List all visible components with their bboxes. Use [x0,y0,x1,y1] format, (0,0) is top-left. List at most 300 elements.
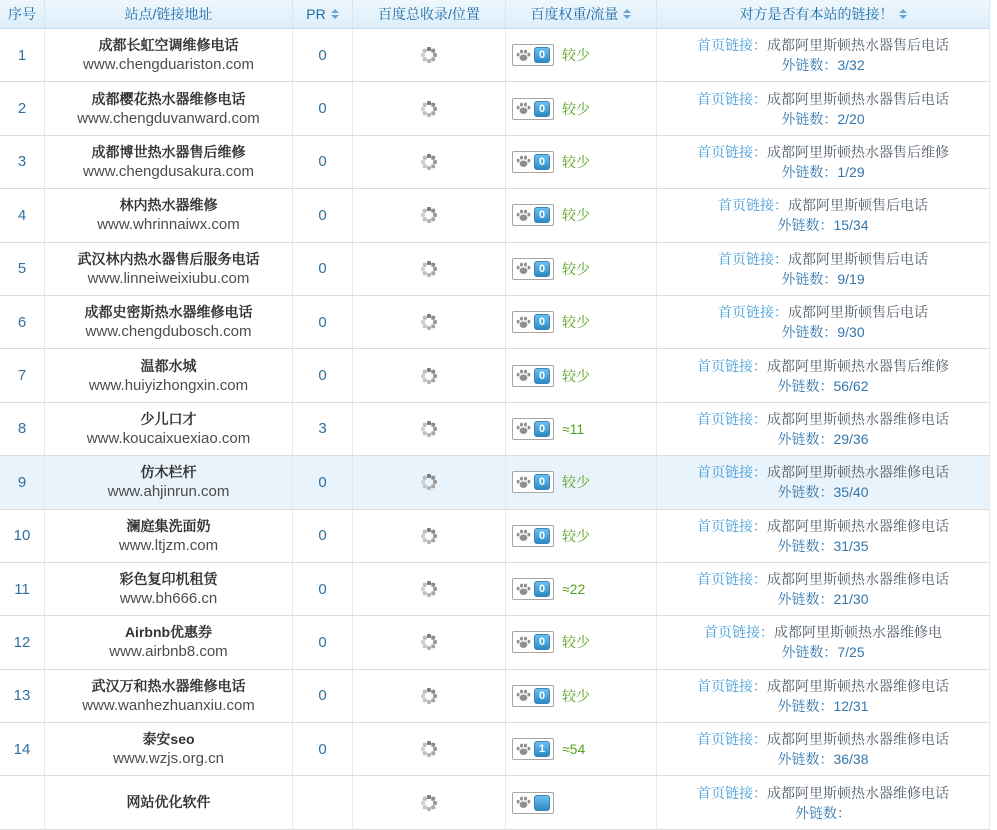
loading-spinner-icon [419,259,439,279]
table-row [0,29,990,82]
home-link-anchor-text[interactable]: 成都阿里斯顿热水器售后电话 [767,90,949,107]
site-name: 仿木栏杆 [140,464,197,481]
loading-spinner-icon [419,579,439,599]
cell-site [45,776,293,828]
table-row [0,296,990,349]
table-row [0,82,990,135]
baidu-weight-value: 0 [534,581,550,597]
table-body [0,29,990,830]
site-url: www.wzjs.org.cn [113,750,224,768]
outlinks-count[interactable]: 29/36 [833,430,869,447]
home-link-label: 首页链接： [718,197,788,214]
site-name: 成都樱花热水器维修电话 [91,90,246,107]
loading-spinner-icon [419,205,439,225]
cell-seq [0,670,45,722]
cell-seq [0,776,45,828]
header-reciprocal-link[interactable] [657,0,990,28]
site-url: www.huiyizhongxin.com [88,376,249,394]
baidu-paw-icon [516,209,531,222]
baidu-paw-icon [516,49,531,62]
cell-baidu-weight [506,82,657,134]
cell-seq [0,29,45,81]
pr-value: 0 [318,473,327,491]
site-url: www.chengduariston.com [83,56,254,74]
cell-baidu-weight [506,29,657,81]
baidu-weight-value: 0 [534,421,550,437]
outlinks-count[interactable]: 36/38 [833,751,869,768]
home-link-line [697,569,949,589]
outlinks-line [777,215,868,235]
cell-pr [293,670,353,722]
pr-value: 0 [318,633,327,651]
site-name: 成都长虹空调维修电话 [98,37,239,54]
home-link-label: 首页链接： [697,677,767,694]
home-link-label: 首页链接： [697,410,767,427]
pr-value: 0 [318,367,327,385]
outlinks-label: 外链数： [781,644,838,661]
cell-baidu-index [353,349,506,401]
baidu-paw-icon [516,102,531,115]
outlinks-line [795,803,851,823]
baidu-weight-value: 0 [534,101,550,117]
cell-reciprocal-link [657,510,990,562]
baidu-weight-value: 0 [534,261,550,277]
site-name: 网站优化软件 [126,794,211,811]
home-link-label: 首页链接： [697,357,767,374]
pr-value: 0 [318,687,327,705]
traffic-estimate: 较少 [562,367,590,384]
cell-reciprocal-link [657,243,990,295]
outlinks-label: 外链数： [777,591,834,608]
site-name: Airbnb优惠券 [124,624,213,641]
outlinks-label: 外链数： [777,217,834,234]
pr-value: 3 [318,420,327,438]
header-site [45,0,293,28]
baidu-weight-badge [512,738,554,760]
home-link-anchor-text[interactable]: 成都阿里斯顿售后电话 [788,304,928,321]
traffic-estimate: 较少 [562,260,590,277]
home-link-line [718,249,928,269]
baidu-weight-value: 0 [534,528,550,544]
table-row [0,563,990,616]
traffic-estimate: 较少 [562,153,590,170]
cell-baidu-weight [506,189,657,241]
cell-seq [0,296,45,348]
site-url: www.airbnb8.com [109,643,228,661]
cell-reciprocal-link [657,723,990,775]
traffic-estimate: 较少 [562,314,590,331]
outlinks-count[interactable]: 56/62 [833,377,869,394]
cell-reciprocal-link [657,189,990,241]
site-url: www.ahjinrun.com [107,483,230,501]
outlinks-line [777,376,868,396]
loading-spinner-icon [419,686,439,706]
row-number: 3 [17,153,27,171]
cell-baidu-weight [506,349,657,401]
baidu-weight-badge [512,151,554,173]
outlinks-label: 外链数： [781,57,838,74]
cell-reciprocal-link [657,670,990,722]
table-row [0,616,990,669]
outlinks-count[interactable]: 9/30 [837,324,865,341]
pr-value: 0 [318,206,327,224]
site-url: www.wanhezhuanxiu.com [82,696,255,714]
cell-pr [293,29,353,81]
cell-seq [0,403,45,455]
outlinks-line [781,162,864,182]
cell-pr [293,82,353,134]
cell-reciprocal-link [657,403,990,455]
loading-spinner-icon [419,793,439,813]
cell-baidu-index [353,510,506,562]
home-link-anchor-text[interactable]: 成都阿里斯顿售后电话 [788,250,928,267]
baidu-paw-icon [516,316,531,329]
cell-pr [293,456,353,508]
baidu-weight-value: 0 [534,154,550,170]
site-url: www.ltjzm.com [118,536,219,554]
outlinks-label: 外链数： [781,163,838,180]
baidu-weight-badge [512,578,554,600]
home-link-line [697,409,949,429]
cell-site [45,670,293,722]
outlinks-label: 外链数： [781,270,838,287]
baidu-paw-icon [516,689,531,702]
loading-spinner-icon [419,739,439,759]
pr-value: 0 [318,740,327,758]
cell-site [45,82,293,134]
traffic-estimate: 较少 [562,474,590,491]
home-link-anchor-text[interactable]: 成都阿里斯顿热水器维修电话 [767,731,949,748]
loading-spinner-icon [419,526,439,546]
home-link-line [697,783,949,803]
outlinks-count[interactable]: 7/25 [837,644,865,661]
row-number: 9 [17,473,27,491]
header-seq-label: 序号 [8,6,36,22]
site-name: 少儿口才 [140,410,197,427]
row-number: 2 [17,100,27,118]
cell-baidu-weight [506,723,657,775]
outlinks-label: 外链数： [777,430,834,447]
cell-seq [0,349,45,401]
cell-site [45,189,293,241]
outlinks-line [781,642,864,662]
pr-value: 0 [318,580,327,598]
loading-spinner-icon [419,312,439,332]
cell-baidu-index [353,670,506,722]
site-name: 澜庭集洗面奶 [126,517,211,534]
outlinks-line [777,589,868,609]
site-url: www.chengdusakura.com [83,162,254,180]
site-url: www.chengdubosch.com [85,323,252,341]
home-link-label: 首页链接： [697,90,767,107]
loading-spinner-icon [419,45,439,65]
cell-pr [293,563,353,615]
cell-baidu-index [353,776,506,828]
cell-reciprocal-link [657,29,990,81]
cell-baidu-index [353,723,506,775]
home-link-line [697,142,949,162]
baidu-weight-badge [512,418,554,440]
traffic-estimate: 较少 [562,47,590,64]
baidu-weight-badge [512,471,554,493]
cell-reciprocal-link [657,296,990,348]
baidu-weight-badge [512,311,554,333]
outlinks-count[interactable]: 35/40 [833,484,869,501]
cell-site [45,29,293,81]
cell-seq [0,136,45,188]
outlinks-count[interactable]: 21/30 [833,591,869,608]
outlinks-line [781,55,864,75]
pr-value: 0 [318,527,327,545]
baidu-paw-icon [516,155,531,168]
row-number: 1 [17,46,27,64]
home-link-anchor-text[interactable]: 成都阿里斯顿热水器维修电话 [767,517,949,534]
header-pr-label: PR [306,6,326,22]
outlinks-line [777,482,868,502]
cell-site [45,349,293,401]
baidu-weight-value [534,795,550,811]
site-name: 温都水城 [140,357,197,374]
traffic-estimate: ≈54 [562,741,586,758]
sort-arrows-icon[interactable] [623,9,631,19]
table-row [0,189,990,242]
row-number: 6 [17,313,27,331]
cell-site [45,510,293,562]
cell-baidu-index [353,243,506,295]
baidu-weight-value: 1 [534,741,550,757]
outlinks-line [777,696,868,716]
outlinks-count[interactable]: 1/29 [837,163,865,180]
baidu-weight-value: 0 [534,368,550,384]
cell-pr [293,243,353,295]
cell-pr [293,776,353,828]
cell-pr [293,403,353,455]
cell-reciprocal-link [657,456,990,508]
traffic-estimate: 较少 [562,687,590,704]
home-link-line [697,35,949,55]
cell-baidu-weight [506,563,657,615]
baidu-paw-icon [516,743,531,756]
site-name: 泰安seo [142,731,195,748]
home-link-label: 首页链接： [697,517,767,534]
loading-spinner-icon [419,632,439,652]
baidu-weight-value: 0 [534,474,550,490]
outlinks-count[interactable]: 2/20 [837,110,865,127]
home-link-line [697,462,949,482]
traffic-estimate: ≈22 [562,581,586,598]
site-url: www.chengduvanward.com [77,109,260,127]
baidu-paw-icon [516,476,531,489]
cell-seq [0,563,45,615]
outlinks-line [777,429,868,449]
home-link-anchor-text[interactable]: 成都阿里斯顿热水器维修电话 [767,410,949,427]
header-site-label: 站点/链接地址 [124,6,213,22]
home-link-label: 首页链接： [697,143,767,160]
cell-seq [0,723,45,775]
cell-baidu-weight [506,456,657,508]
outlinks-count[interactable]: 31/35 [833,537,869,554]
row-number: 10 [13,527,31,545]
outlinks-label: 外链数： [777,537,834,554]
baidu-paw-icon [516,796,531,809]
cell-pr [293,723,353,775]
cell-pr [293,189,353,241]
cell-pr [293,616,353,668]
traffic-estimate: 较少 [562,207,590,224]
cell-site [45,456,293,508]
outlinks-label: 外链数： [777,377,834,394]
cell-site [45,563,293,615]
cell-site [45,616,293,668]
site-name: 林内热水器维修 [119,197,218,214]
outlinks-label: 外链数： [777,484,834,501]
home-link-line [718,302,928,322]
cell-baidu-weight [506,403,657,455]
home-link-anchor-text[interactable]: 成都阿里斯顿热水器维修电话 [767,571,949,588]
baidu-weight-value: 0 [534,207,550,223]
cell-site [45,136,293,188]
outlinks-count[interactable]: 9/19 [837,270,865,287]
cell-reciprocal-link [657,349,990,401]
table-row [0,403,990,456]
outlinks-count[interactable]: 3/32 [837,57,865,74]
traffic-estimate: 较少 [562,527,590,544]
home-link-line [697,356,949,376]
baidu-weight-value: 0 [534,47,550,63]
cell-baidu-index [353,29,506,81]
baidu-weight-badge [512,792,554,814]
header-pr[interactable] [293,0,353,28]
pr-value: 0 [318,153,327,171]
site-name: 武汉万和热水器维修电话 [91,677,246,694]
header-baidu-weight[interactable] [506,0,657,28]
header-seq [0,0,45,28]
baidu-weight-badge [512,685,554,707]
cell-seq [0,82,45,134]
baidu-paw-icon [516,369,531,382]
home-link-anchor-text[interactable]: 成都阿里斯顿热水器售后维修 [767,143,949,160]
baidu-paw-icon [516,529,531,542]
site-url: www.bh666.cn [119,590,218,608]
cell-site [45,723,293,775]
pr-value: 0 [318,260,327,278]
baidu-weight-badge [512,44,554,66]
cell-baidu-weight [506,670,657,722]
outlinks-line [781,269,864,289]
cell-baidu-weight [506,243,657,295]
outlinks-line [777,749,868,769]
table-header [0,0,990,29]
home-link-line [704,622,942,642]
home-link-label: 首页链接： [697,464,767,481]
cell-pr [293,296,353,348]
home-link-anchor-text[interactable]: 成都阿里斯顿售后电话 [788,197,928,214]
home-link-line [718,195,928,215]
home-link-anchor-text[interactable]: 成都阿里斯顿热水器维修电 [774,624,942,641]
sort-arrows-icon[interactable] [899,9,907,19]
loading-spinner-icon [419,472,439,492]
cell-seq [0,243,45,295]
cell-pr [293,136,353,188]
home-link-anchor-text[interactable]: 成都阿里斯顿热水器维修电话 [767,784,949,801]
baidu-weight-value: 0 [534,634,550,650]
home-link-anchor-text[interactable]: 成都阿里斯顿热水器维修电话 [767,677,949,694]
baidu-weight-value: 0 [534,688,550,704]
home-link-anchor-text[interactable]: 成都阿里斯顿热水器售后电话 [767,37,949,54]
row-number: 11 [14,580,30,598]
cell-reciprocal-link [657,616,990,668]
cell-seq [0,456,45,508]
loading-spinner-icon [419,419,439,439]
row-number: 7 [17,367,27,385]
sort-arrows-icon[interactable] [331,9,339,19]
table-row [0,349,990,402]
table-row [0,776,990,829]
cell-seq [0,189,45,241]
baidu-weight-badge [512,258,554,280]
home-link-label: 首页链接： [697,731,767,748]
cell-baidu-index [353,563,506,615]
baidu-paw-icon [516,262,531,275]
cell-baidu-index [353,189,506,241]
cell-baidu-weight [506,136,657,188]
outlinks-count[interactable]: 15/34 [833,217,869,234]
cell-baidu-index [353,403,506,455]
cell-reciprocal-link [657,82,990,134]
traffic-estimate: 较少 [562,634,590,651]
cell-baidu-index [353,456,506,508]
row-number: 4 [17,206,27,224]
outlinks-label: 外链数： [795,804,851,821]
cell-reciprocal-link [657,136,990,188]
site-name: 彩色复印机租赁 [119,571,218,588]
baidu-paw-icon [516,636,531,649]
cell-baidu-index [353,82,506,134]
baidu-weight-value: 0 [534,314,550,330]
home-link-label: 首页链接： [697,784,767,801]
cell-baidu-weight [506,510,657,562]
pr-value: 0 [318,46,327,64]
home-link-line [697,89,949,109]
outlinks-label: 外链数： [777,697,834,714]
outlinks-label: 外链数： [781,110,838,127]
home-link-label: 首页链接： [697,571,767,588]
loading-spinner-icon [419,99,439,119]
home-link-anchor-text[interactable]: 成都阿里斯顿热水器维修电话 [767,464,949,481]
table-row [0,136,990,189]
cell-baidu-weight [506,616,657,668]
site-url: www.whrinnaiwx.com [97,216,240,234]
site-url: www.linneiweixiubu.com [87,269,250,287]
baidu-weight-badge [512,365,554,387]
site-name: 成都博世热水器售后维修 [91,143,246,160]
cell-baidu-index [353,616,506,668]
row-number: 8 [17,420,27,438]
cell-reciprocal-link [657,776,990,828]
outlinks-count[interactable]: 12/31 [833,697,869,714]
row-number: 5 [17,260,27,278]
header-reciprocal-link-label: 对方是否有本站的链接！ [739,6,894,22]
home-link-anchor-text[interactable]: 成都阿里斯顿热水器售后维修 [767,357,949,374]
home-link-line [697,516,949,536]
cell-baidu-weight [506,776,657,828]
baidu-weight-badge [512,631,554,653]
table-row [0,510,990,563]
pr-value: 0 [318,313,327,331]
table-row [0,670,990,723]
outlinks-label: 外链数： [777,751,834,768]
header-baidu-weight-label: 百度权重/流量 [530,6,619,22]
